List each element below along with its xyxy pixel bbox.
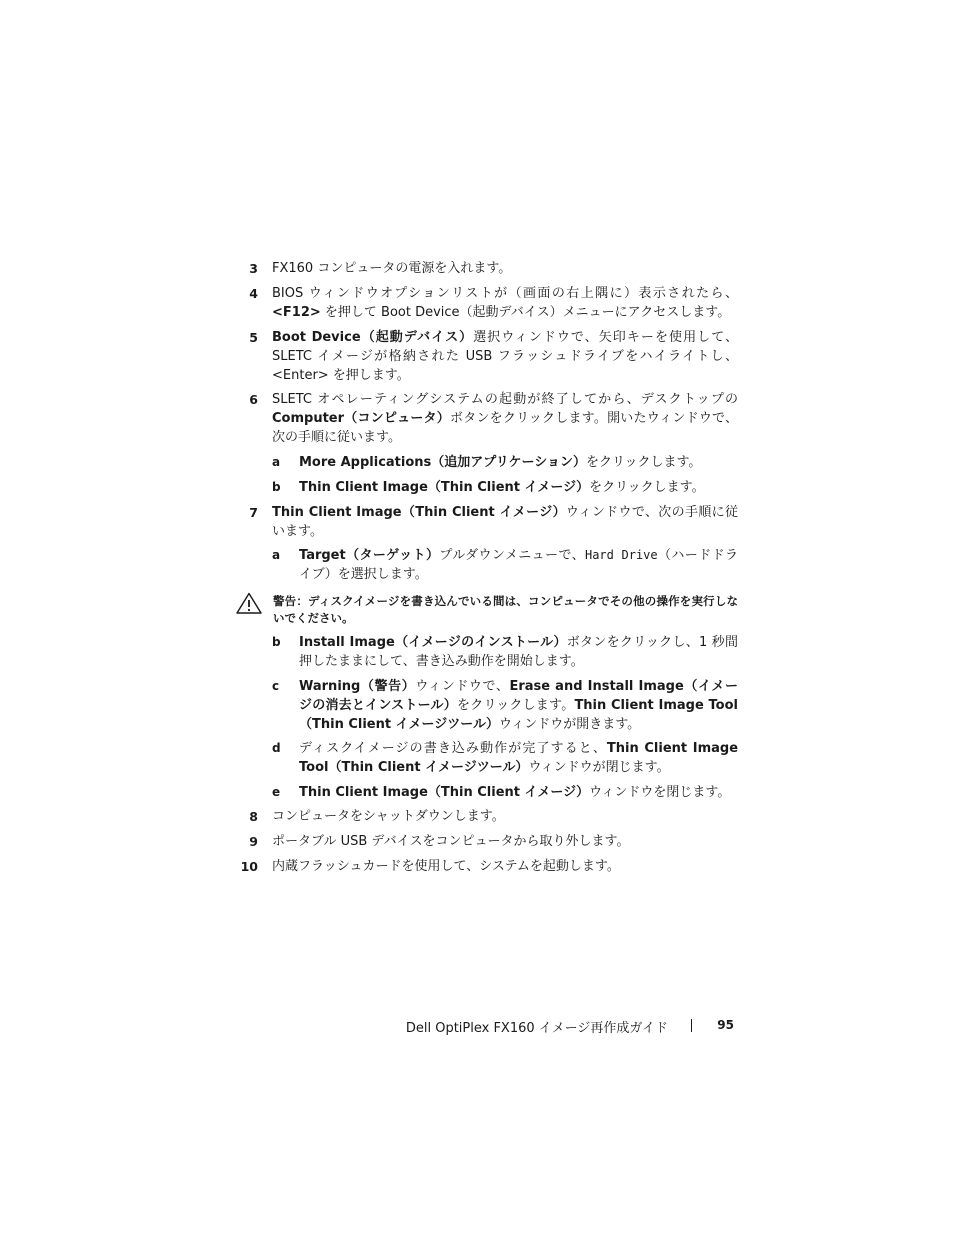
page-number: 95	[717, 1018, 734, 1032]
ui-term: Thin Client Image（Thin Client イメージ）	[299, 785, 590, 800]
step-text-part: SLETC オペレーティングシステムの起動が終了してから、デスクトップの	[272, 392, 738, 407]
substep-text	[299, 739, 738, 777]
ui-term: Erase and Install Image（イメージの消去とインストール）	[299, 679, 738, 713]
step-number: 4	[249, 286, 258, 301]
step-text-part: ウィンドウが閉じます。	[528, 760, 670, 775]
ui-term: Boot Device（起動デバイス）	[272, 330, 474, 345]
step-text: ポータブル USB デバイスをコンピュータから取り外します。	[272, 834, 630, 849]
ui-term: Warning（警告）	[299, 679, 416, 694]
step-number: 9	[249, 834, 258, 849]
substep-text	[299, 677, 738, 734]
ui-term: Thin Client Image（Thin Client イメージ）	[272, 505, 566, 520]
footer-title: Dell OptiPlex FX160 イメージ再作成ガイド	[405, 1021, 668, 1036]
key-label: <F12>	[272, 305, 321, 320]
substep-letter: e	[272, 785, 281, 799]
step-text-part: をクリックします。	[589, 480, 705, 495]
step-text-part: をクリックします。	[585, 455, 702, 470]
substep-letter: a	[272, 455, 281, 469]
step-text-part: ボタンをクリックします。開いたウィンドウで、次の手順に従います。	[272, 411, 738, 445]
step-text	[272, 503, 738, 541]
footer-separator	[691, 1019, 692, 1032]
ui-term: Computer（コンピュータ）	[272, 411, 450, 426]
substep-letter: d	[272, 741, 281, 755]
step-text-part: ウィンドウで、	[415, 679, 510, 694]
step-text	[272, 284, 738, 322]
ui-term: Thin Client Image Tool（Thin Client イメージツール）	[299, 698, 738, 732]
substep-text	[299, 453, 738, 472]
substep-text	[299, 783, 738, 802]
step-text: 内蔵フラッシュカードを使用して、システムを起動します。	[272, 859, 620, 874]
step-text-part: をクリックします。	[457, 698, 575, 713]
substep-text	[299, 478, 738, 497]
substep-text	[299, 633, 738, 671]
ui-term: Install Image（イメージのインストール）	[299, 635, 567, 650]
warning-text: 警告：ディスクイメージを書き込んでいる間は、コンピュータでその他の操作を実行しないでください。	[273, 594, 738, 625]
step-text-part: （ハードドライブ）を選択します。	[299, 548, 738, 582]
substep-text	[299, 546, 738, 584]
step-number: 5	[249, 330, 258, 345]
substep-letter: a	[272, 548, 281, 562]
step-text	[272, 328, 738, 385]
step-number: 7	[249, 505, 258, 520]
step-text: FX160 コンピュータの電源を入れます。	[272, 261, 512, 276]
step-text-part: プルダウンメニューで、	[439, 548, 585, 563]
ui-term: Target（ターゲット）	[299, 548, 440, 563]
ui-term: Thin Client Image Tool（Thin Client イメージツール）	[299, 741, 739, 775]
page-footer	[380, 1017, 740, 1037]
step-text-part: BIOS ウィンドウオプションリストが（画面の右上隅に）表示されたら、	[272, 286, 738, 301]
ui-term: More Applications（追加アプリケーション）	[299, 455, 586, 470]
step-number: 6	[249, 392, 258, 407]
step-text-part: ウィンドウで、次の手順に従います。	[272, 505, 738, 539]
step-text-part: ウィンドウが開きます。	[498, 717, 641, 732]
step-text	[272, 390, 738, 447]
substep-letter: b	[272, 635, 281, 649]
warning-triangle-icon	[236, 592, 262, 614]
step-number: 8	[249, 809, 258, 824]
ui-term: Thin Client Image（Thin Client イメージ）	[299, 480, 590, 495]
step-text-part: を押して Boot Device（起動デバイス）メニューにアクセスします。	[320, 305, 731, 320]
step-text-part: ボタンをクリックし、1 秒間押したままにして、書き込み動作を開始します。	[299, 635, 739, 669]
substep-letter: c	[272, 679, 280, 693]
step-text-part: ディスクイメージの書き込み動作が完了すると、	[299, 741, 607, 756]
step-text-part: ウィンドウを閉じます。	[589, 785, 731, 800]
code-term: Hard Drive	[584, 548, 658, 562]
step-text: コンピュータをシャットダウンします。	[272, 809, 505, 824]
step-text-part: 選択ウィンドウで、矢印キーを使用して、SLETC イメージが格納された USB フラッシュドライブをハイライトし、<Enter> を押します。	[272, 330, 738, 383]
substep-letter: b	[272, 480, 281, 494]
step-number: 10	[240, 859, 258, 874]
step-number: 3	[249, 261, 258, 276]
